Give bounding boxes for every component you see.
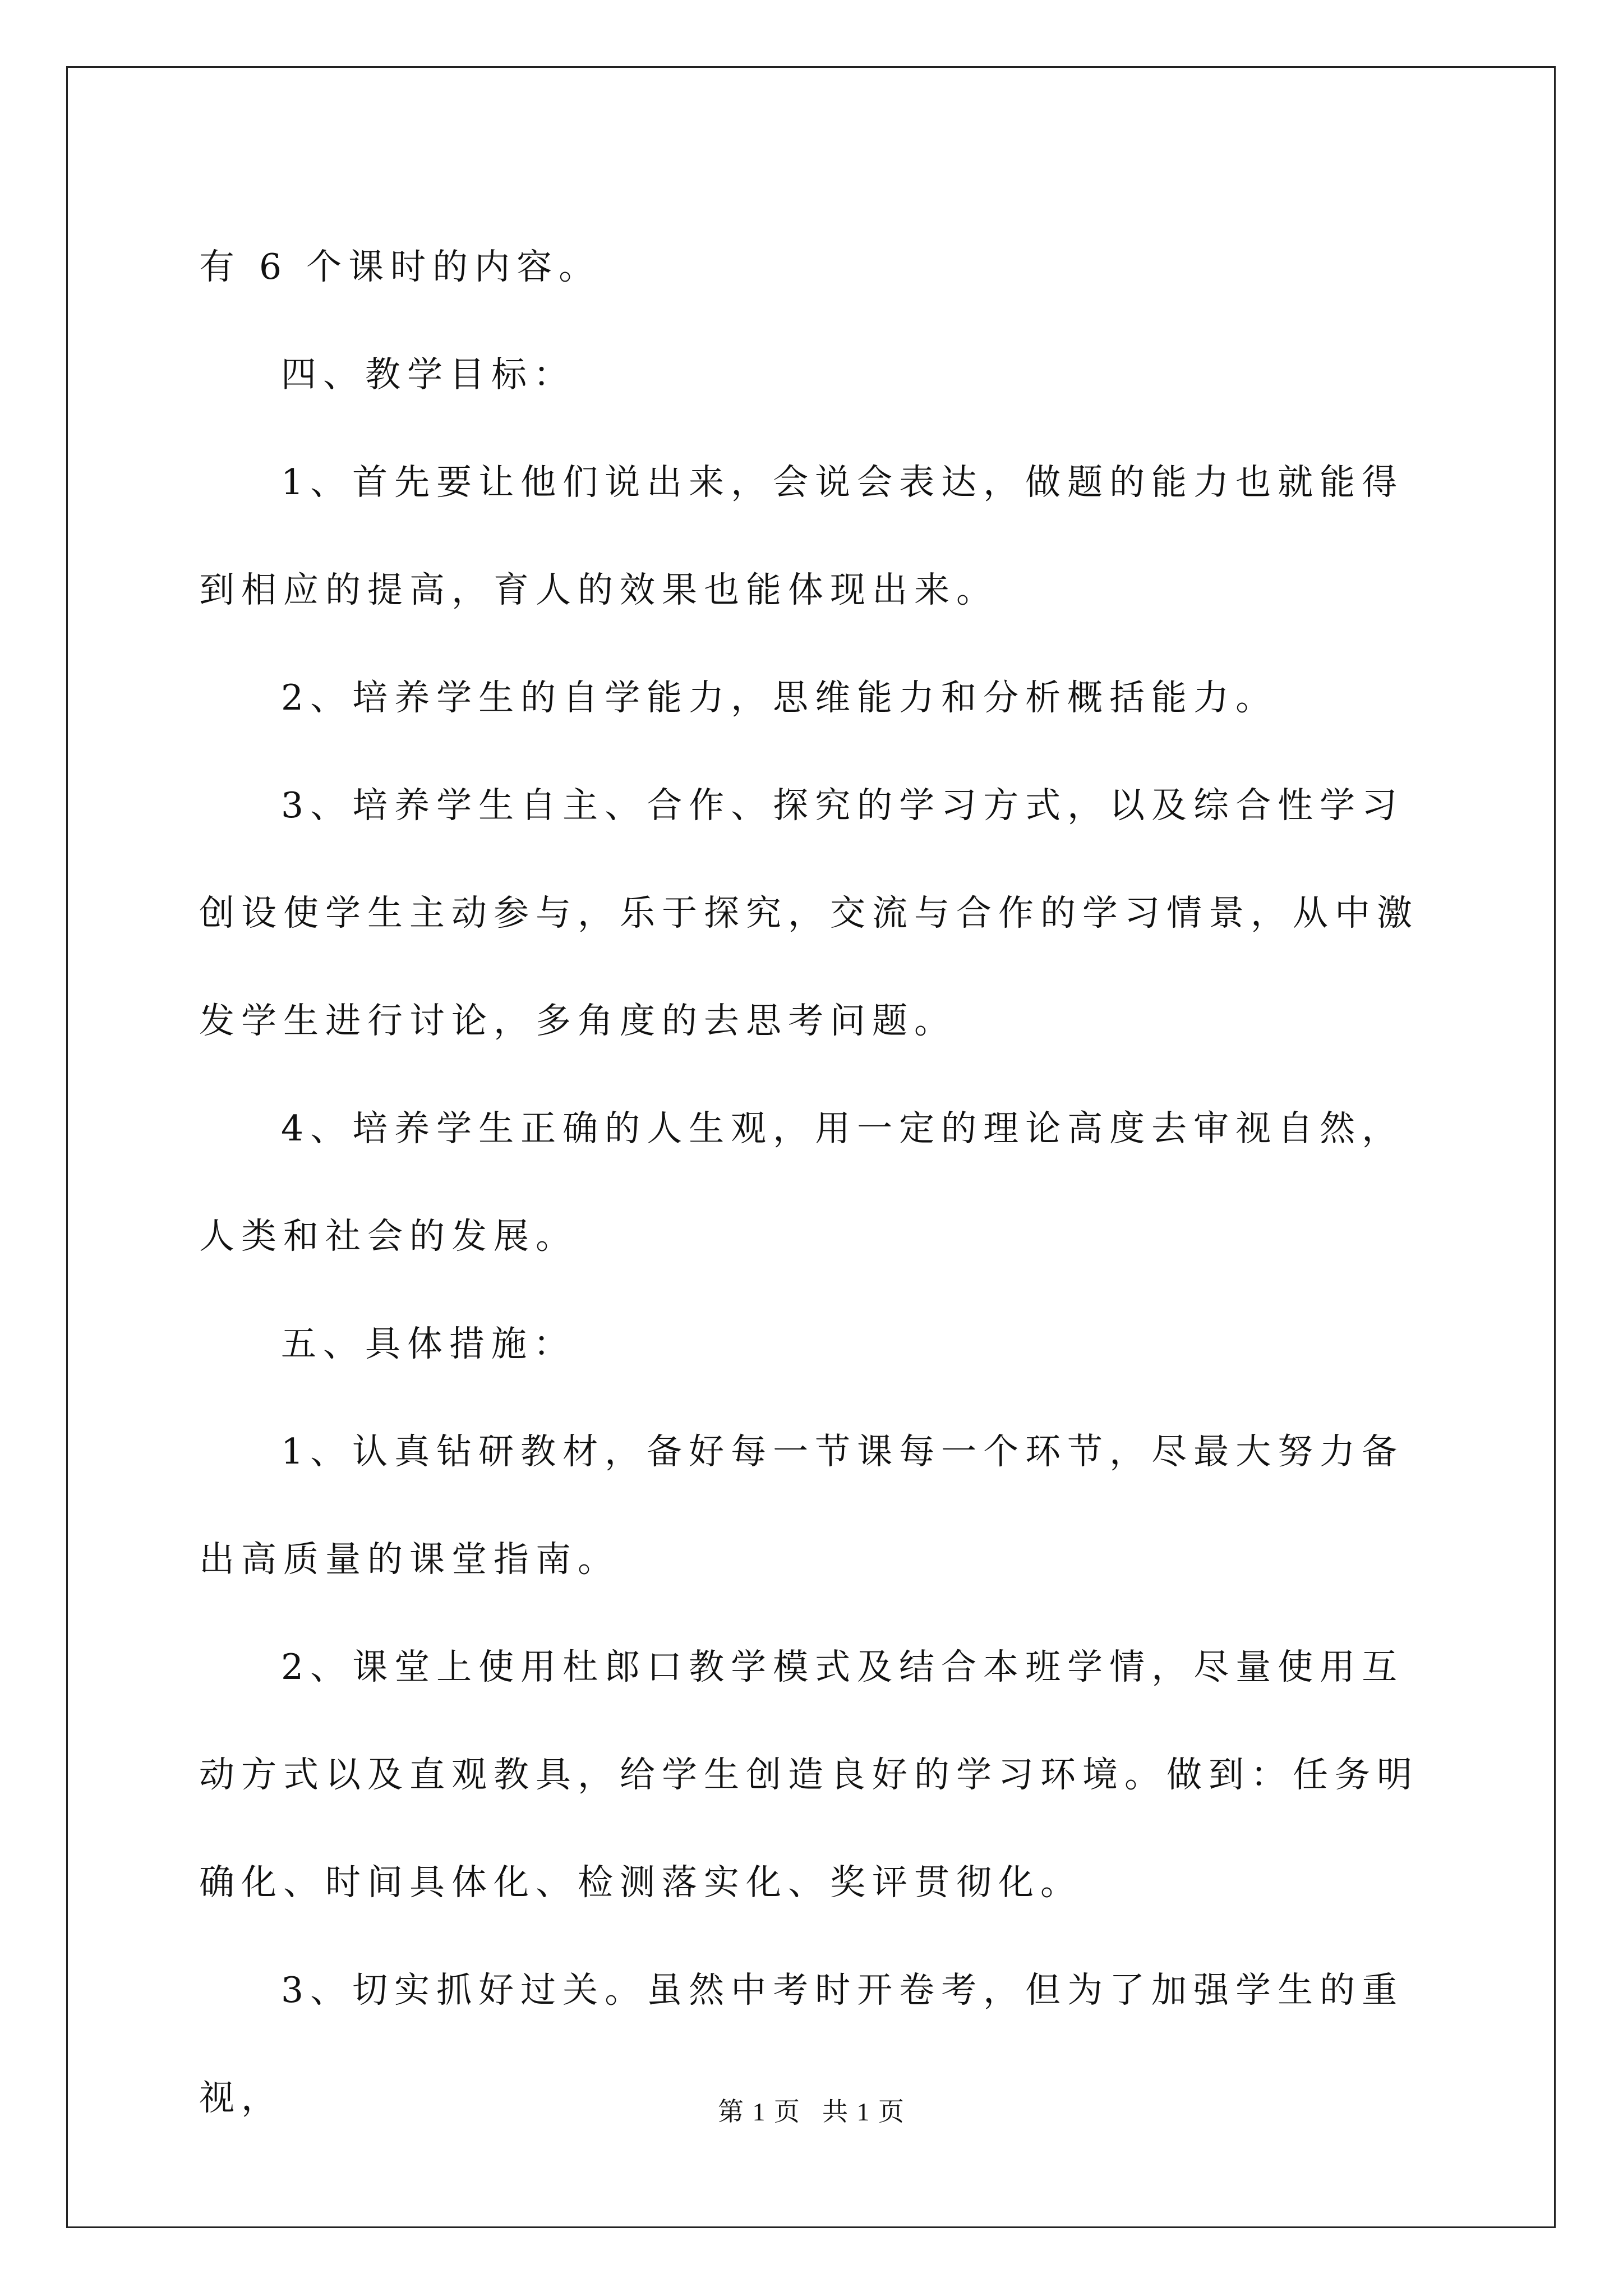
paragraph-goal-4: 4、培养学生正确的人生观，用一定的理论高度去审视自然，人类和社会的发展。 [199,1108,1404,1257]
page-footer [0,2091,1623,2128]
page-total: 共 1 页 [822,2097,905,2126]
paragraph-goal-3: 3、培养学生自主、合作、探究的学习方式，以及综合性学习创设使学生主动参与，乐于探究，交流与合作的学习情景，从中激发学生进行讨论，多角度的去思考问题。 [199,785,1419,1041]
paragraph-continuation: 有 6 个课时的内容。 [199,246,601,287]
paragraph-measure-1: 1、认真钻研教材，备好每一节课每一个环节，尽最大努力备出高质量的课堂指南。 [199,1431,1404,1580]
paragraph-measure-2: 2、课堂上使用杜郎口教学模式及结合本班学情，尽量使用互动方式以及直观教具，给学生创造良好的学习环境。做到：任务明确化、时间具体化、检测落实化、奖评贯彻化。 [199,1646,1419,1903]
document-body [199,213,1433,2152]
section-heading-measures: 五、具体措施： [281,1323,575,1364]
page-number: 第 1 页 [718,2097,801,2126]
paragraph-goal-2: 2、培养学生的自学能力，思维能力和分析概括能力。 [281,677,1278,718]
section-heading-teaching-goals: 四、教学目标： [281,354,575,395]
paragraph-measure-3: 3、切实抓好过关。虽然中考时开卷考，但为了加强学生的重视， [199,1970,1404,2118]
paragraph-goal-1: 1、首先要让他们说出来，会说会表达，做题的能力也就能得到相应的提高，育人的效果也能体现出来。 [199,462,1404,610]
